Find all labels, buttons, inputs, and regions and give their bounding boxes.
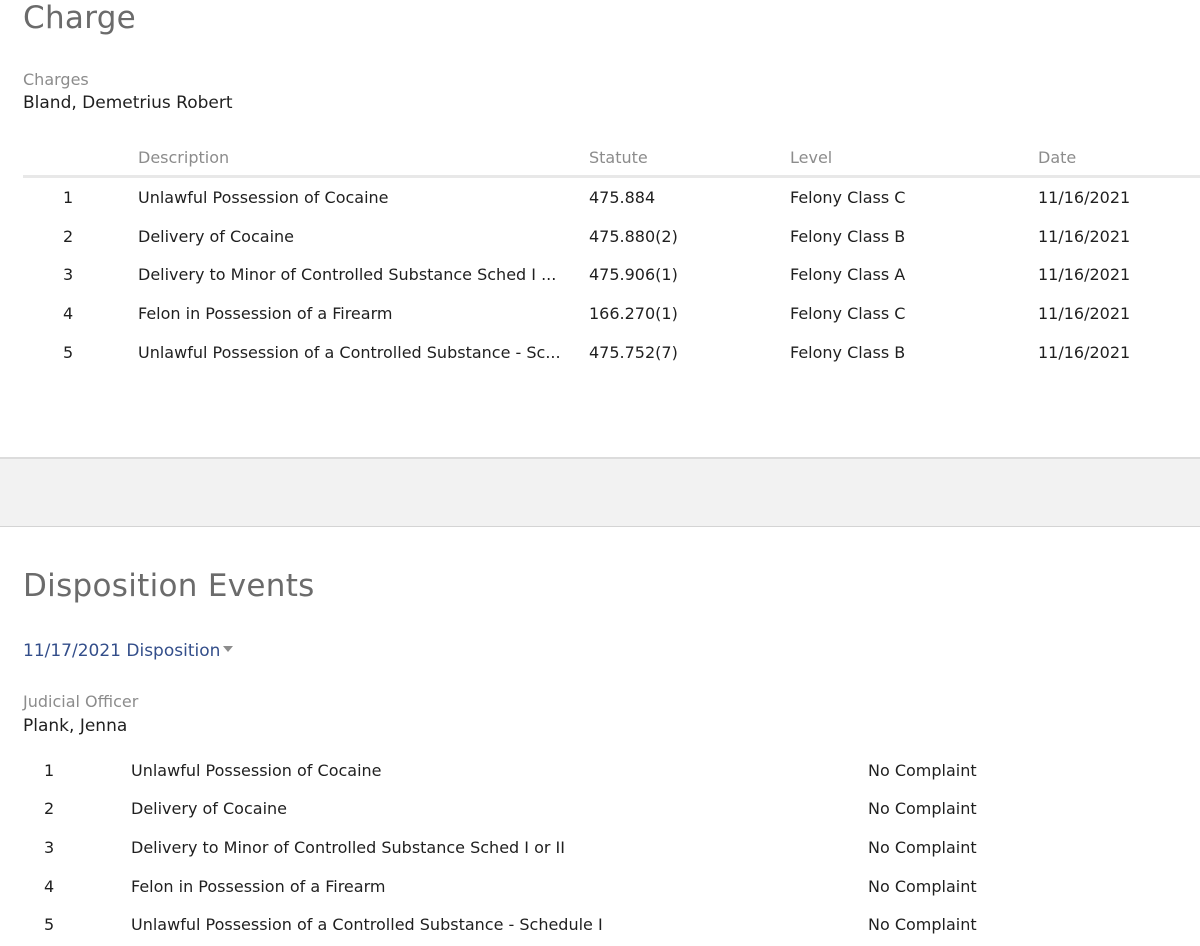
disposition-number: 4 [44,877,55,896]
table-row [0,761,1200,799]
charge-number: 3 [63,265,74,284]
disposition-number: 3 [44,838,55,857]
table-row [0,188,1200,226]
charge-date: 11/16/2021 [1038,227,1131,246]
charge-description: Felon in Possession of a Firearm [138,304,393,323]
charge-description: Delivery of Cocaine [138,227,294,246]
column-header-date: Date [1038,148,1077,167]
charge-section-title: Charge [23,0,137,36]
table-row [0,799,1200,837]
charges-table-header [23,146,1200,178]
charge-statute: 475.906(1) [589,265,678,284]
charge-level: Felony Class C [790,304,906,323]
disposition-event-label: 11/17/2021 Disposition [23,641,221,661]
disposition-description: Unlawful Possession of Cocaine [131,761,382,780]
disposition-number: 2 [44,799,55,818]
table-row [0,227,1200,265]
judicial-officer-name: Plank, Jenna [23,716,128,736]
disposition-number: 5 [44,915,55,934]
charge-number: 4 [63,304,74,323]
charge-level: Felony Class A [790,265,906,284]
charge-date: 11/16/2021 [1038,188,1131,207]
caret-down-icon [223,646,233,652]
charges-label: Charges [23,70,89,89]
table-row [0,343,1200,381]
disposition-description: Felon in Possession of a Firearm [131,877,386,896]
charge-description: Unlawful Possession of a Controlled Substance - Sc... [138,343,561,362]
disposition-result: No Complaint [868,877,977,896]
disposition-result: No Complaint [868,915,977,934]
disposition-description: Delivery of Cocaine [131,799,287,818]
charge-description: Delivery to Minor of Controlled Substance Sched I ... [138,265,557,284]
table-row [0,877,1200,915]
charge-date: 11/16/2021 [1038,343,1131,362]
disposition-section-title: Disposition Events [23,568,315,604]
charge-description: Unlawful Possession of Cocaine [138,188,389,207]
charge-date: 11/16/2021 [1038,304,1131,323]
charge-number: 5 [63,343,74,362]
disposition-event-toggle[interactable] [23,641,233,661]
table-row [0,915,1200,946]
judicial-officer-label: Judicial Officer [23,692,139,711]
disposition-result: No Complaint [868,838,977,857]
charge-level: Felony Class B [790,227,906,246]
disposition-number: 1 [44,761,55,780]
charge-number: 1 [63,188,74,207]
charge-statute: 475.752(7) [589,343,678,362]
column-header-level: Level [790,148,833,167]
table-row [0,265,1200,303]
section-separator [0,457,1200,527]
column-header-statute: Statute [589,148,648,167]
disposition-result: No Complaint [868,799,977,818]
defendant-name: Bland, Demetrius Robert [23,93,233,113]
disposition-description: Unlawful Possession of a Controlled Substance - Schedule I [131,915,603,934]
charge-statute: 475.884 [589,188,656,207]
column-header-description: Description [138,148,230,167]
charge-statute: 166.270(1) [589,304,678,323]
charge-date: 11/16/2021 [1038,265,1131,284]
table-row [0,304,1200,342]
charge-statute: 475.880(2) [589,227,678,246]
charge-level: Felony Class B [790,343,906,362]
disposition-description: Delivery to Minor of Controlled Substance Sched I or II [131,838,565,857]
charge-number: 2 [63,227,74,246]
disposition-result: No Complaint [868,761,977,780]
charge-level: Felony Class C [790,188,906,207]
table-row [0,838,1200,876]
